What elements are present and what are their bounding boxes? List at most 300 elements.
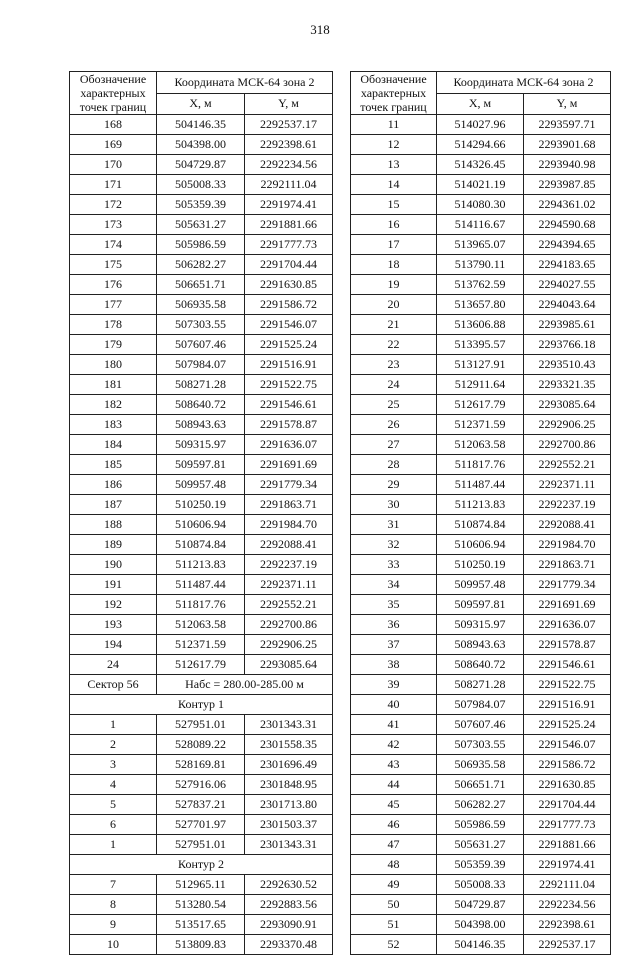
table-row: [351, 675, 611, 695]
coordinate-system-header: Координата МСК-64 зона 2: [157, 72, 333, 94]
point-id: 51: [351, 915, 437, 935]
point-id: 1: [70, 715, 157, 735]
y-coordinate: 2301848.95: [245, 775, 333, 795]
x-column-header: X, м: [437, 93, 524, 115]
x-coordinate: 511487.44: [157, 575, 245, 595]
table-row: [351, 475, 611, 495]
table-row: [351, 595, 611, 615]
table-row: [351, 155, 611, 175]
point-id: 45: [351, 795, 437, 815]
x-coordinate: 510606.94: [437, 535, 524, 555]
x-coordinate: 512063.58: [437, 435, 524, 455]
table-row: [70, 155, 333, 175]
table-row: [351, 815, 611, 835]
table-body-right: [351, 115, 611, 955]
point-id: 19: [351, 275, 437, 295]
y-coordinate: 2292234.56: [245, 155, 333, 175]
x-coordinate: 513517.65: [157, 915, 245, 935]
table-row: [351, 135, 611, 155]
y-coordinate: 2292371.11: [524, 475, 611, 495]
y-coordinate: 2291777.73: [524, 815, 611, 835]
y-coordinate: 2294027.55: [524, 275, 611, 295]
table-row: [351, 435, 611, 455]
y-coordinate: 2292237.19: [245, 555, 333, 575]
x-coordinate: 510606.94: [157, 515, 245, 535]
y-coordinate: 2292371.11: [245, 575, 333, 595]
y-coordinate: 2291704.44: [524, 795, 611, 815]
coordinates-table-left: [69, 71, 333, 955]
point-id: 190: [70, 555, 157, 575]
y-coordinate: 2291636.07: [245, 435, 333, 455]
point-id: 1: [70, 835, 157, 855]
table-row: [70, 115, 333, 135]
point-id: 32: [351, 535, 437, 555]
y-coordinate: 2301696.49: [245, 755, 333, 775]
y-coordinate: 2301343.31: [245, 715, 333, 735]
point-id: 188: [70, 515, 157, 535]
y-coordinate: 2294043.64: [524, 295, 611, 315]
y-coordinate: 2294361.02: [524, 195, 611, 215]
point-id: 34: [351, 575, 437, 595]
x-coordinate: 513606.88: [437, 315, 524, 335]
page-number: 318: [310, 22, 330, 37]
y-coordinate: 2291691.69: [245, 455, 333, 475]
point-id: 31: [351, 515, 437, 535]
point-id: 12: [351, 135, 437, 155]
y-coordinate: 2301503.37: [245, 815, 333, 835]
table-row: [351, 175, 611, 195]
y-coordinate: 2294183.65: [524, 255, 611, 275]
point-id: 191: [70, 575, 157, 595]
x-coordinate: 506935.58: [437, 755, 524, 775]
table-row: [351, 395, 611, 415]
point-id: 44: [351, 775, 437, 795]
x-coordinate: 511213.83: [437, 495, 524, 515]
y-coordinate: 2293987.85: [524, 175, 611, 195]
point-id: 181: [70, 375, 157, 395]
x-coordinate: 504146.35: [157, 115, 245, 135]
x-coordinate: 507607.46: [157, 335, 245, 355]
point-id: 33: [351, 555, 437, 575]
x-coordinate: 512617.79: [157, 655, 245, 675]
y-coordinate: 2293090.91: [245, 915, 333, 935]
y-coordinate: 2292234.56: [524, 895, 611, 915]
table-row: [351, 935, 611, 955]
y-coordinate: 2292906.25: [245, 635, 333, 655]
x-coordinate: 505359.39: [437, 855, 524, 875]
table-row: [70, 455, 333, 475]
y-coordinate: 2292537.17: [524, 935, 611, 955]
x-coordinate: 508640.72: [437, 655, 524, 675]
table-row: [70, 575, 333, 595]
y-coordinate: 2292552.21: [245, 595, 333, 615]
point-id: 170: [70, 155, 157, 175]
point-id: 183: [70, 415, 157, 435]
y-coordinate: 2294394.65: [524, 235, 611, 255]
table-row: [70, 495, 333, 515]
table-row: [70, 915, 333, 935]
y-coordinate: 2294590.68: [524, 215, 611, 235]
x-coordinate: 527951.01: [157, 715, 245, 735]
x-coordinate: 528089.22: [157, 735, 245, 755]
x-coordinate: 510874.84: [157, 535, 245, 555]
table-row: [351, 635, 611, 655]
x-coordinate: 506651.71: [157, 275, 245, 295]
y-coordinate: 2291984.70: [245, 515, 333, 535]
y-coordinate: 2291691.69: [524, 595, 611, 615]
x-coordinate: 507984.07: [157, 355, 245, 375]
x-coordinate: 509957.48: [437, 575, 524, 595]
table-row: [70, 295, 333, 315]
point-id: 24: [351, 375, 437, 395]
x-coordinate: 527701.97: [157, 815, 245, 835]
x-coordinate: 504398.00: [437, 915, 524, 935]
point-id: 48: [351, 855, 437, 875]
x-coordinate: 504398.00: [157, 135, 245, 155]
y-coordinate: 2292700.86: [524, 435, 611, 455]
x-coordinate: 514294.66: [437, 135, 524, 155]
table-row: [351, 455, 611, 475]
y-coordinate: 2291578.87: [245, 415, 333, 435]
table-row: [70, 355, 333, 375]
table-row: [70, 215, 333, 235]
y-coordinate: 2293085.64: [524, 395, 611, 415]
point-id: 42: [351, 735, 437, 755]
point-id: 16: [351, 215, 437, 235]
y-coordinate: 2291546.61: [524, 655, 611, 675]
point-id: 2: [70, 735, 157, 755]
table-row: [70, 735, 333, 755]
x-coordinate: 506651.71: [437, 775, 524, 795]
y-coordinate: 2291586.72: [524, 755, 611, 775]
y-coordinate: 2293321.35: [524, 375, 611, 395]
table-row: [70, 235, 333, 255]
y-coordinate: 2292398.61: [245, 135, 333, 155]
table-row: [351, 315, 611, 335]
table-row: [70, 315, 333, 335]
point-id: 37: [351, 635, 437, 655]
y-coordinate: 2291546.07: [245, 315, 333, 335]
point-id: 35: [351, 595, 437, 615]
y-column-header: Y, м: [524, 93, 611, 115]
table-row: [351, 335, 611, 355]
point-id: 3: [70, 755, 157, 775]
x-coordinate: 514027.96: [437, 115, 524, 135]
coordinates-table-right: [350, 71, 611, 955]
x-coordinate: 504146.35: [437, 935, 524, 955]
table-row: [351, 115, 611, 135]
point-id: 189: [70, 535, 157, 555]
point-id: 180: [70, 355, 157, 375]
table-row: [70, 195, 333, 215]
point-id: 194: [70, 635, 157, 655]
elevation-range: Набс = 280.00-285.00 м: [157, 675, 333, 695]
table-row: [70, 835, 333, 855]
y-coordinate: 2291974.41: [245, 195, 333, 215]
point-id: 27: [351, 435, 437, 455]
point-id: 22: [351, 335, 437, 355]
x-coordinate: 528169.81: [157, 755, 245, 775]
table-row: [70, 175, 333, 195]
coordinate-system-header: Координата МСК-64 зона 2: [437, 72, 611, 94]
table-row: [70, 395, 333, 415]
table-row: [70, 875, 333, 895]
point-id: 18: [351, 255, 437, 275]
table-row: [351, 415, 611, 435]
x-coordinate: 513965.07: [437, 235, 524, 255]
point-id: 47: [351, 835, 437, 855]
table-row: [351, 275, 611, 295]
table-row: [351, 575, 611, 595]
x-coordinate: 513280.54: [157, 895, 245, 915]
y-coordinate: 2291881.66: [245, 215, 333, 235]
x-coordinate: 513127.91: [437, 355, 524, 375]
table-row: [351, 355, 611, 375]
x-coordinate: 505008.33: [437, 875, 524, 895]
y-coordinate: 2292552.21: [524, 455, 611, 475]
point-id: 182: [70, 395, 157, 415]
point-id: 174: [70, 235, 157, 255]
point-id: 21: [351, 315, 437, 335]
x-coordinate: 527837.21: [157, 795, 245, 815]
table-row: [351, 615, 611, 635]
y-coordinate: 2291516.91: [245, 355, 333, 375]
y-coordinate: 2293985.61: [524, 315, 611, 335]
x-coordinate: 509597.81: [437, 595, 524, 615]
point-id: 169: [70, 135, 157, 155]
point-id: 41: [351, 715, 437, 735]
table-row: [70, 535, 333, 555]
table-row: [70, 795, 333, 815]
point-id: 179: [70, 335, 157, 355]
y-coordinate: 2292883.56: [245, 895, 333, 915]
point-id: 43: [351, 755, 437, 775]
y-coordinate: 2291984.70: [524, 535, 611, 555]
y-coordinate: 2293766.18: [524, 335, 611, 355]
y-coordinate: 2301713.80: [245, 795, 333, 815]
point-id: 23: [351, 355, 437, 375]
y-coordinate: 2292537.17: [245, 115, 333, 135]
point-id: 186: [70, 475, 157, 495]
point-id: 40: [351, 695, 437, 715]
contour-row: [70, 855, 333, 875]
y-coordinate: 2301558.35: [245, 735, 333, 755]
point-id: 17: [351, 235, 437, 255]
x-coordinate: 510874.84: [437, 515, 524, 535]
point-id: 8: [70, 895, 157, 915]
contour-label: Контур 2: [70, 855, 333, 875]
x-coordinate: 512063.58: [157, 615, 245, 635]
table-row: [70, 615, 333, 635]
point-id: 184: [70, 435, 157, 455]
table-row: [70, 655, 333, 675]
y-coordinate: 2291881.66: [524, 835, 611, 855]
y-coordinate: 2291636.07: [524, 615, 611, 635]
y-coordinate: 2292111.04: [245, 175, 333, 195]
point-id: 25: [351, 395, 437, 415]
x-coordinate: 511817.76: [157, 595, 245, 615]
y-coordinate: 2291630.85: [524, 775, 611, 795]
table-row: [351, 755, 611, 775]
x-coordinate: 514326.45: [437, 155, 524, 175]
x-coordinate: 508943.63: [157, 415, 245, 435]
x-coordinate: 505986.59: [437, 815, 524, 835]
y-coordinate: 2293901.68: [524, 135, 611, 155]
x-coordinate: 512371.59: [157, 635, 245, 655]
table-row: [70, 715, 333, 735]
x-coordinate: 505631.27: [157, 215, 245, 235]
y-coordinate: 2291525.24: [245, 335, 333, 355]
point-id: 15: [351, 195, 437, 215]
table-row: [70, 755, 333, 775]
point-id: 193: [70, 615, 157, 635]
table-row: [70, 775, 333, 795]
table-row: [351, 775, 611, 795]
x-coordinate: 513790.11: [437, 255, 524, 275]
table-row: [351, 875, 611, 895]
x-coordinate: 512371.59: [437, 415, 524, 435]
y-coordinate: 2292088.41: [524, 515, 611, 535]
table-row: [351, 295, 611, 315]
x-column-header: X, м: [157, 93, 245, 115]
table-row: [351, 195, 611, 215]
y-coordinate: 2293597.71: [524, 115, 611, 135]
table-row: [351, 915, 611, 935]
x-coordinate: 510250.19: [437, 555, 524, 575]
x-coordinate: 509597.81: [157, 455, 245, 475]
table-row: [70, 815, 333, 835]
point-id: 39: [351, 675, 437, 695]
y-coordinate: 2292111.04: [524, 875, 611, 895]
point-id: 24: [70, 655, 157, 675]
table-row: [70, 135, 333, 155]
point-id: 36: [351, 615, 437, 635]
y-coordinate: 2291546.07: [524, 735, 611, 755]
x-coordinate: 511817.76: [437, 455, 524, 475]
point-id: 10: [70, 935, 157, 955]
y-coordinate: 2291704.44: [245, 255, 333, 275]
table-row: [351, 855, 611, 875]
x-coordinate: 505008.33: [157, 175, 245, 195]
y-coordinate: 2291863.71: [245, 495, 333, 515]
point-id: 11: [351, 115, 437, 135]
y-coordinate: 2301343.31: [245, 835, 333, 855]
x-coordinate: 506935.58: [157, 295, 245, 315]
point-id: 172: [70, 195, 157, 215]
table-row: [70, 415, 333, 435]
table-row: [70, 435, 333, 455]
y-coordinate: 2292906.25: [524, 415, 611, 435]
point-id: 175: [70, 255, 157, 275]
x-coordinate: 511487.44: [437, 475, 524, 495]
designation-header: Обозначение характерных точек границ: [70, 72, 157, 115]
y-coordinate: 2291546.61: [245, 395, 333, 415]
x-coordinate: 505986.59: [157, 235, 245, 255]
table-row: [70, 255, 333, 275]
table-row: [351, 735, 611, 755]
x-coordinate: 512617.79: [437, 395, 524, 415]
x-coordinate: 511213.83: [157, 555, 245, 575]
y-coordinate: 2291630.85: [245, 275, 333, 295]
point-id: 178: [70, 315, 157, 335]
x-coordinate: 527951.01: [157, 835, 245, 855]
x-coordinate: 512911.64: [437, 375, 524, 395]
contour-row: [70, 695, 333, 715]
y-coordinate: 2291522.75: [245, 375, 333, 395]
x-coordinate: 513762.59: [437, 275, 524, 295]
y-coordinate: 2291974.41: [524, 855, 611, 875]
y-coordinate: 2291578.87: [524, 635, 611, 655]
table-row: [70, 935, 333, 955]
x-coordinate: 506282.27: [157, 255, 245, 275]
x-coordinate: 508640.72: [157, 395, 245, 415]
point-id: 13: [351, 155, 437, 175]
table-row: [351, 715, 611, 735]
x-coordinate: 509315.97: [437, 615, 524, 635]
x-coordinate: 508943.63: [437, 635, 524, 655]
table-row: [351, 375, 611, 395]
x-coordinate: 513395.57: [437, 335, 524, 355]
point-id: 171: [70, 175, 157, 195]
table-row: [351, 535, 611, 555]
x-coordinate: 507984.07: [437, 695, 524, 715]
table-row: [351, 795, 611, 815]
y-coordinate: 2292398.61: [524, 915, 611, 935]
y-coordinate: 2293940.98: [524, 155, 611, 175]
point-id: 187: [70, 495, 157, 515]
y-coordinate: 2291779.34: [524, 575, 611, 595]
point-id: 7: [70, 875, 157, 895]
x-coordinate: 507303.55: [437, 735, 524, 755]
x-coordinate: 508271.28: [157, 375, 245, 395]
x-coordinate: 514116.67: [437, 215, 524, 235]
point-id: 46: [351, 815, 437, 835]
x-coordinate: 513809.83: [157, 935, 245, 955]
y-coordinate: 2292700.86: [245, 615, 333, 635]
point-id: 173: [70, 215, 157, 235]
y-coordinate: 2293510.43: [524, 355, 611, 375]
point-id: 6: [70, 815, 157, 835]
point-id: 185: [70, 455, 157, 475]
x-coordinate: 507607.46: [437, 715, 524, 735]
x-coordinate: 509315.97: [157, 435, 245, 455]
table-row: [70, 335, 333, 355]
table-body-left: [70, 115, 333, 955]
y-coordinate: 2292630.52: [245, 875, 333, 895]
point-id: 168: [70, 115, 157, 135]
point-id: 26: [351, 415, 437, 435]
point-id: 5: [70, 795, 157, 815]
table-row: [351, 255, 611, 275]
x-coordinate: 513657.80: [437, 295, 524, 315]
y-coordinate: 2291525.24: [524, 715, 611, 735]
point-id: 14: [351, 175, 437, 195]
x-coordinate: 507303.55: [157, 315, 245, 335]
table-row: [351, 215, 611, 235]
point-id: 30: [351, 495, 437, 515]
y-coordinate: 2293085.64: [245, 655, 333, 675]
x-coordinate: 512965.11: [157, 875, 245, 895]
x-coordinate: 509957.48: [157, 475, 245, 495]
contour-label: Контур 1: [70, 695, 333, 715]
designation-header: Обозначение характерных точек границ: [351, 72, 437, 115]
y-coordinate: 2291522.75: [524, 675, 611, 695]
y-coordinate: 2291779.34: [245, 475, 333, 495]
y-coordinate: 2291777.73: [245, 235, 333, 255]
table-row: [70, 635, 333, 655]
table-row: [351, 695, 611, 715]
x-coordinate: 505631.27: [437, 835, 524, 855]
